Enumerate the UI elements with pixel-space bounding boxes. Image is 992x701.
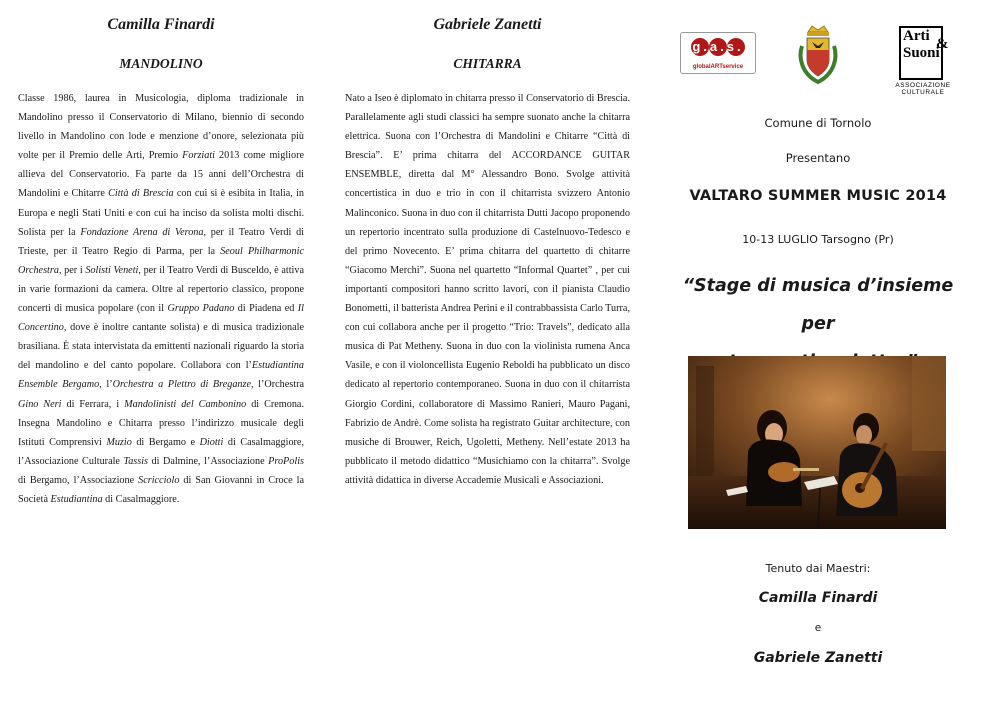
left-bio-segment: , per i (58, 264, 86, 276)
left-instrument: MANDOLINO (119, 56, 203, 71)
left-bio-segment: di Ferrara, i (61, 398, 125, 410)
teacher-1-name: Camilla Finardi (758, 590, 878, 606)
left-bio-segment: Muzio (106, 436, 132, 448)
conjunction-text: e (814, 622, 822, 634)
comune-text: Comune di Tornolo (764, 116, 872, 130)
arti-suoni-ampersand: & (936, 36, 949, 52)
event-date-location: 10-13 LUGLIO Tarsogno (Pr) (742, 233, 894, 246)
middle-bio (345, 89, 630, 490)
left-column (18, 0, 304, 509)
arti-suoni-wordmark: Arti Suoni (903, 28, 940, 61)
left-bio-segment: , l’Orchestra (251, 379, 304, 391)
left-bio-segment: di Casalmaggiore, l’Associazione Culturale (18, 436, 304, 467)
left-bio-segment: di Bergamo e (131, 436, 200, 448)
stage-title-line-1: “Stage di musica d’insieme per (682, 276, 954, 334)
gas-logo-subtitle: globalARTservice (692, 64, 744, 70)
left-bio-segment: Il Concertino (18, 303, 305, 334)
left-musician-name: Camilla Finardi (107, 16, 215, 33)
middle-bio-paragraph (345, 89, 630, 490)
logo-row (668, 22, 968, 102)
left-bio-segment: di Cremona. Insegna Mandolino e Chitarra presso l’indirizzo musicale degli Istituti Comprensivi (18, 398, 304, 448)
left-bio-segment: Solisti Veneti (85, 264, 139, 276)
tornolo-crest-icon (796, 24, 840, 86)
left-bio (18, 89, 304, 509)
middle-bio-segment: Nato a Iseo è diplomato in chitarra presso il Conservatorio di Brescia. Parallelamente agli studi classici ha sempre suonato anche la chitarra elettrica. Suona con l’Orchestra di Mandolini e Chitarre “Città di Brescia”. E’ prima chitarra del ACCORDANCE GUITAR ENSEMBLE, diretta dal M° Alessandro Bono. Svolge attività concertistica in duo e trio in con il chitarrista svizzero Antonio Malinconico. Suona in duo con il chitarrista Dutti Jacopo proponendo un repertorio incentrato sulla produzione di Castelnuovo-Tedesco e del primo Novecento. E’ prima chitarra del quartetto di chitarre “Giacomo Merchi”. Suona nel quartetto “Informal Quartet” , per cui importanti compositori hanno scritto lavori, con il pianista Claudio Bonometti, il batterista Andrea Perini e il contrabbassista Carlo Turra, con cui collabora anche per il progetto “Trio: Travels”, dedicato alla musica di Pat Metheny. Suona in duo con la violinista rumena Anca Vasile, e con il violoncellista Eugenio Reboldi ha pubblicato un disco dedicato al repertorio contemporaneo. Suona in duo con il chitarrista Giorgio Cordini, collaboratore di Massimo Ranieri, Mauro Pagani, Fabrizio de Andrè. Come solista ha registrato Guitar architecture, con musiche di Brouwer, Reich, Ugoletti, Metheny. Nell’estate 2013 ha pubblicato il metodo didattico “Musichiamo con la chitarra”. Svolge attività didattica in diverse Accademie Musicali e Associazioni. (345, 93, 630, 486)
gas-logo (680, 32, 756, 74)
left-bio-segment: di Bergamo, l’Associazione (18, 474, 139, 486)
left-bio-segment: , dove è inoltre cantante solista) e di musica tradizionale brasiliana. È stata intervistata da emittenti nazionali riguardo la storia del mandolino e del canto popolare. Collabora con l’ (18, 322, 304, 372)
left-bio-segment: , l’ (99, 379, 113, 391)
left-bio-segment: Mandolinisti del Cambonino (124, 398, 247, 410)
left-bio-segment: 2013 come migliore allieva del Conservatorio. Fa parte da 15 anni dell’Orchestra di Mandolini e Chitarre (18, 150, 304, 200)
left-bio-segment: di Piadena ed (234, 303, 298, 315)
middle-instrument: CHITARRA (453, 56, 522, 71)
teacher-2-name: Gabriele Zanetti (753, 650, 883, 666)
left-bio-paragraph (18, 89, 304, 509)
left-bio-segment: Gino Neri (18, 398, 62, 410)
middle-musician-name: Gabriele Zanetti (433, 16, 542, 33)
left-bio-segment: di Dalmine, l’Associazione (148, 455, 269, 467)
right-column (668, 0, 968, 701)
left-bio-segment: di Casalmaggiore. (102, 493, 180, 505)
presentano-text: Presentano (785, 151, 851, 165)
left-bio-segment: Scricciolo (138, 474, 180, 486)
left-bio-segment: Fondazione Arena di Verona (80, 226, 204, 238)
left-bio-segment: , per il Teatro Verdi di Busceldo, è attiva in varie formazioni da camera. Oltre al repertorio classico, propone concerti di musica popolare (con il (18, 264, 304, 315)
left-bio-segment: di San Giovanni in Croce la Società (18, 474, 304, 505)
left-bio-segment: Città di Brescia (108, 188, 174, 200)
left-bio-segment: Estudiantina (50, 493, 103, 505)
arti-suoni-subtitle: ASSOCIAZIONE CULTURALE (895, 82, 951, 96)
left-bio-segment: , per il Teatro Verdi di Trieste, per il Teatro Regio di Parma, per la (18, 226, 304, 257)
left-bio-segment: Orchestra a Plettro di Breganze (112, 379, 252, 391)
left-bio-segment: Diotti (199, 436, 224, 448)
left-bio-segment: Estudiantina Ensemble Bergamo (18, 360, 304, 391)
left-bio-segment: Forziati (182, 150, 215, 162)
left-bio-segment: con cui si è esibita in Italia, in Europa e negli Stati Uniti e con cui ha inciso da solista molti dischi. Solista per la (18, 188, 304, 238)
left-bio-segment: Seoul Philharmonic Orchestra (18, 245, 304, 276)
left-bio-segment: Tassis (123, 455, 149, 467)
musicians-photo (688, 356, 946, 529)
arti-suoni-logo (892, 26, 954, 102)
left-bio-segment: Gruppo Padano (167, 303, 235, 315)
teachers-label: Tenuto dai Maestri: (765, 562, 871, 575)
event-title: VALTARO SUMMER MUSIC 2014 (689, 188, 947, 204)
middle-column (345, 0, 630, 490)
left-bio-segment: ProPolis (268, 455, 304, 467)
gas-logo-text: g.a.s. (692, 39, 744, 54)
left-bio-segment: Classe 1986, laurea in Musicologia, diploma tradizionale in Mandolino presso il Conservatorio di Milano, biennio di secondo livello in Mandolino con lode e menzione d’onore, selezionata più volte per il Premio delle Arti, Premio (18, 93, 304, 162)
